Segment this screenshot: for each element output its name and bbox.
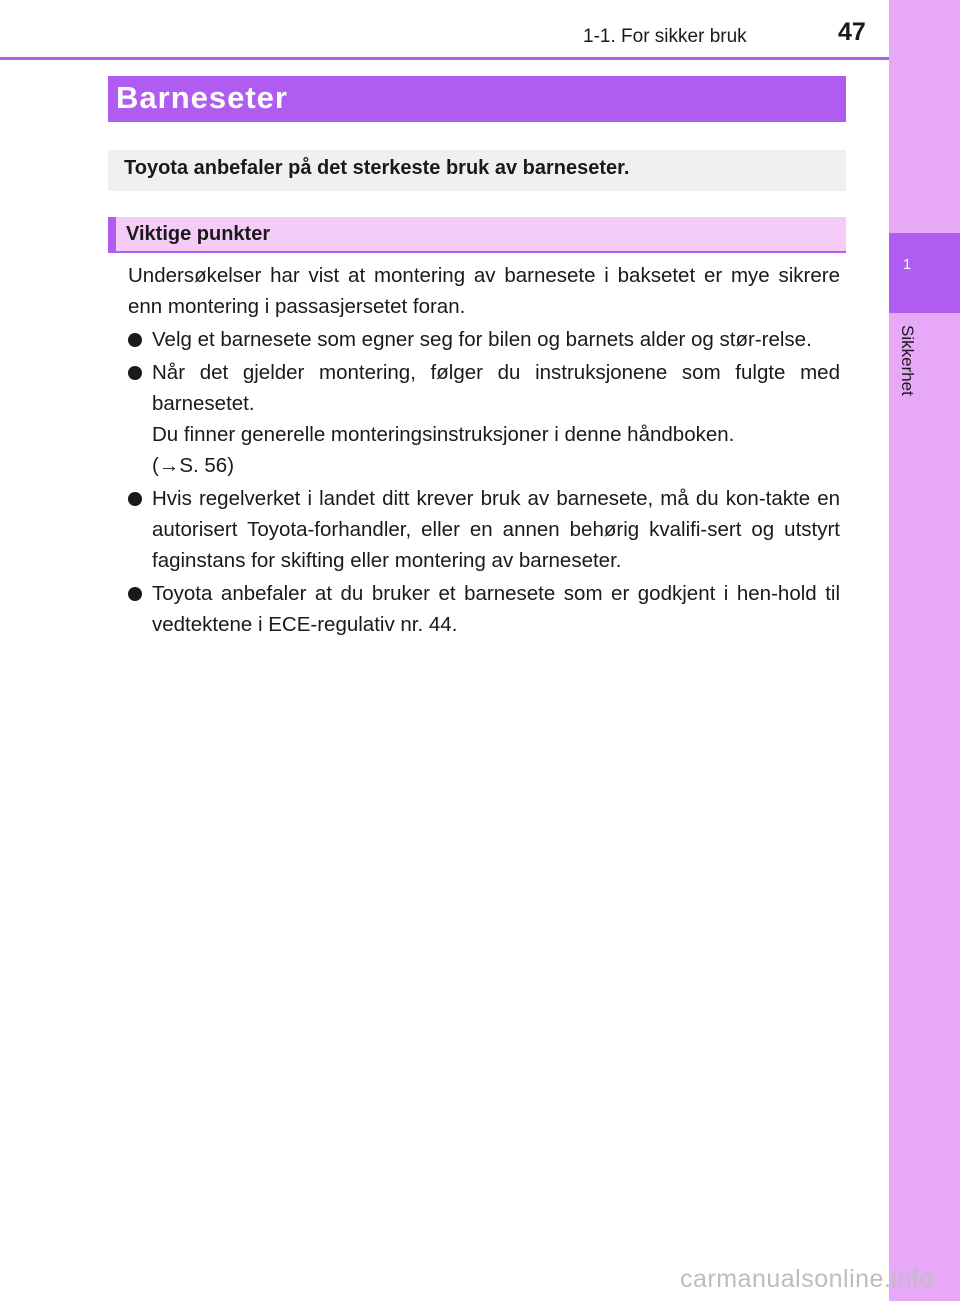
subheading: Viktige punkter (126, 223, 271, 245)
body-text (128, 260, 840, 640)
subheading-accent (108, 217, 116, 253)
bullet-item (128, 357, 840, 481)
bullet-item (128, 483, 840, 576)
bullet-text: Når det gjelder montering, følger du instruksjonene som fulgte med barnesetet. (152, 361, 840, 415)
intro-box (108, 150, 846, 191)
bullet-dot-icon (128, 333, 142, 347)
bullet-text: Velg et barnesete som egner seg for bilen og barnets alder og stør-relse. (152, 328, 812, 351)
intro-text: Toyota anbefaler på det sterkeste bruk av barneseter. (124, 157, 630, 179)
page-title: Barneseter (116, 80, 288, 115)
watermark: carmanualsonline.info (680, 1265, 934, 1293)
bullet-text: Du finner generelle monteringsinstruksjoner i denne håndboken. (152, 423, 735, 446)
subheading-bar (108, 217, 846, 253)
bullet-item (128, 324, 840, 355)
page-number: 47 (838, 18, 866, 46)
bullet-text: Toyota anbefaler at du bruker et barnesete som er godkjent i hen-hold til vedtektene i ECE-regulativ nr. 44. (152, 582, 840, 636)
side-strip (889, 0, 960, 1301)
bullet-dot-icon (128, 366, 142, 380)
page-reference-link[interactable]: (→S. 56) (152, 454, 235, 477)
bullet-dot-icon (128, 492, 142, 506)
body-paragraph: Undersøkelser har vist at montering av barnesete i baksetet er mye sikrere enn montering i passasjersetet foran. (128, 264, 840, 318)
header-divider (0, 57, 889, 60)
chapter-number: 1 (902, 256, 912, 273)
title-bar (108, 76, 846, 122)
bullet-text: Hvis regelverket i landet ditt krever bruk av barnesete, må du kon-takte en autorisert Toyota-forhandler, eller en annen behørig kvalifi-sert og utstyrt faginstans for skifting eller montering av barneseter. (152, 487, 840, 572)
bullet-dot-icon (128, 587, 142, 601)
chapter-label: Sikkerhet (898, 325, 917, 396)
header-section: 1-1. For sikker bruk (583, 26, 747, 47)
chapter-tab[interactable] (889, 233, 960, 313)
bullet-item (128, 578, 840, 640)
